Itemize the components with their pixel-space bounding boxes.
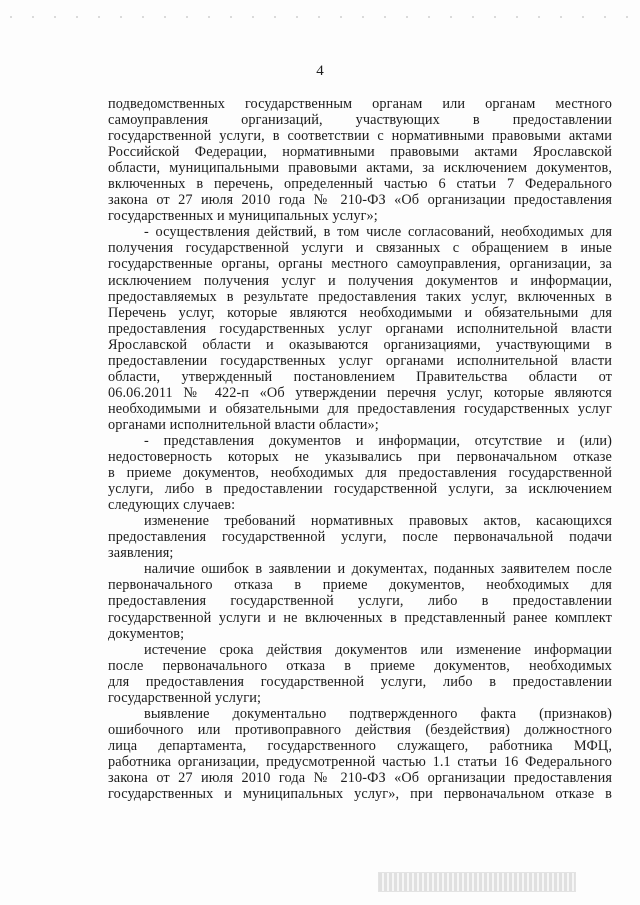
text-line: 06.06.2011 № 422-п «Об утверждении перечня услуг, которые являются bbox=[108, 384, 612, 401]
text-line: после первоначального отказа в приеме документов, необходимых bbox=[108, 657, 612, 674]
text-line: подведомственных государственным органам или органам местного bbox=[108, 96, 612, 112]
text-line: Перечень услуг, которые являются необходимыми и обязательными для bbox=[108, 304, 612, 321]
text-line: государственной услуги; bbox=[108, 689, 262, 706]
text-line: работника организации, предусмотренной частью 1.1 статьи 16 Федерального bbox=[108, 753, 612, 770]
text-line: Российской Федерации, нормативными правовыми актами Ярославской bbox=[108, 144, 612, 161]
text-line: государственной услуги и не включенных в представленный ранее комплект bbox=[108, 609, 612, 626]
page-number: 4 bbox=[316, 63, 324, 79]
text-line: в приеме документов, необходимых для предоставления государственной bbox=[108, 465, 612, 482]
text-line: закона от 27 июля 2010 года № 210-ФЗ «Об организации предоставления bbox=[108, 769, 612, 786]
document-body bbox=[108, 96, 612, 802]
text-line: документов; bbox=[108, 625, 185, 642]
text-line: услуги, либо в предоставлении государственной услуги, за исключением bbox=[108, 481, 612, 498]
text-line: Ярославской области и оказываются организациями, участвующими в bbox=[108, 336, 612, 353]
text-line: предоставлении государственных услуг органами исполнительной власти bbox=[108, 352, 612, 369]
text-line: первоначального отказа в приеме документов, необходимых для bbox=[108, 577, 612, 594]
text-line: лица департамента, государственного служащего, работника МФЦ, bbox=[108, 737, 612, 754]
scan-stamp-mark bbox=[378, 872, 576, 892]
text-line: государственных и муниципальных услуг», при первоначальном отказе в bbox=[108, 786, 612, 803]
text-line: предоставляемых в результате предоставления таких услуг, включенных в bbox=[108, 288, 612, 305]
text-line: самоуправления организаций, участвующих в предоставлении bbox=[108, 112, 612, 129]
text-line: включенных в перечень, определенный частью 6 статьи 7 Федерального bbox=[108, 176, 612, 193]
text-line: предоставления государственной услуги, либо в предоставлении bbox=[108, 593, 612, 610]
text-line: - осуществления действий, в том числе согласований, необходимых для bbox=[144, 224, 612, 241]
text-line: наличие ошибок в заявлении и документах, поданных заявителем после bbox=[144, 561, 612, 578]
text-line: истечение срока действия документов или изменение информации bbox=[144, 641, 612, 658]
text-line: заявления; bbox=[108, 545, 174, 562]
text-line: государственной услуги, в соответствии с нормативными правовыми актами bbox=[108, 128, 612, 145]
text-line: ошибочного или противоправного действия (бездействия) должностного bbox=[108, 721, 612, 738]
text-line: изменение требований нормативных правовых актов, касающихся bbox=[144, 513, 612, 530]
text-line: государственных и муниципальных услуг»; bbox=[108, 208, 378, 225]
text-line: государственные органы, органы местного самоуправления, организации, за bbox=[108, 256, 612, 273]
text-line: выявление документально подтвержденного факта (признаков) bbox=[144, 705, 612, 722]
text-line: органами исполнительной власти области»; bbox=[108, 416, 379, 433]
text-line: закона от 27 июля 2010 года № 210-ФЗ «Об организации предоставления bbox=[108, 192, 612, 209]
text-line: предоставления государственной услуги, после первоначальной подачи bbox=[108, 529, 612, 546]
text-line: исключением получения услуг и получения документов и информации, bbox=[108, 272, 612, 289]
scan-artifact-dots bbox=[0, 14, 640, 20]
text-line: необходимыми и обязательными для предоставления государственных услуг bbox=[108, 400, 612, 417]
text-line: для предоставления государственной услуги, либо в предоставлении bbox=[108, 673, 612, 690]
text-line: недостоверность которых не указывались при первоначальном отказе bbox=[108, 449, 612, 466]
text-line: получения государственной услуги и связанных с обращением в иные bbox=[108, 240, 612, 257]
text-line: предоставления государственных услуг органами исполнительной власти bbox=[108, 320, 612, 337]
text-line: области, утвержденный постановлением Правительства области от bbox=[108, 368, 612, 385]
text-line: - представления документов и информации, отсутствие и (или) bbox=[144, 432, 612, 449]
text-line: следующих случаев: bbox=[108, 497, 236, 514]
text-line: области, муниципальными правовыми актами, за исключением документов, bbox=[108, 160, 612, 177]
